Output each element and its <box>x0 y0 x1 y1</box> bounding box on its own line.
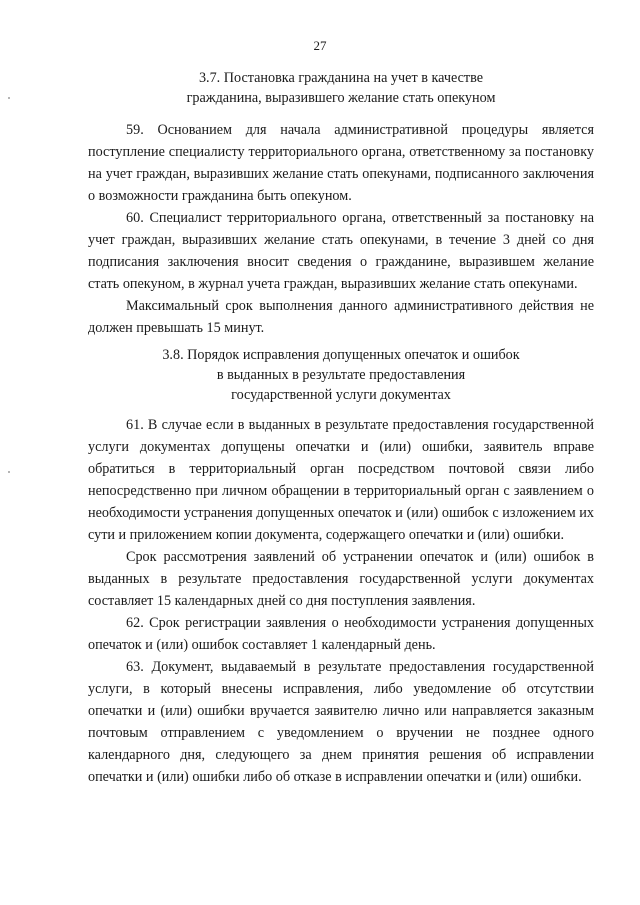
section-3-7-body <box>88 119 594 339</box>
scan-speck <box>8 97 10 99</box>
paragraph-review-term: Срок рассмотрения заявлений об устранении опечаток и (или) ошибок в выданных в результате предоставления государственной услуги документах составляет 15 календарных дней со дня поступления заявления. <box>88 549 594 609</box>
scan-speck <box>8 471 10 473</box>
paragraph-61: 61. В случае если в выданных в результате предоставления государственной услуги документах допущены опечатки и (или) ошибки, заявитель вправе обратиться в территориальный орган посредством почтовой связи либо непосредственно при личном обращении в территориальный орган с заявлением о необходимости устранения допущенных опечаток и (или) ошибок с изложением их сути и приложением копии документа, содержащего опечатки и (или) ошибки. <box>88 417 594 543</box>
heading-line: 3.7. Постановка гражданина на учет в качестве <box>198 70 484 86</box>
paragraph-63: 63. Документ, выдаваемый в результате предоставления государственной услуги, в который внесены исправления, либо уведомление об отсутствии опечатки и (или) ошибки вручается заявителю лично или направляется заказным почтовым отправлением с уведомлением о вручении не позднее одного календарного дня, следующего за днем принятия решения об исправлении опечатки и (или) ошибки либо об отказе в исправлении опечатки и (или) ошибки. <box>88 659 594 785</box>
paragraph-59: 59. Основанием для начала административной процедуры является поступление специалисту территориального органа, ответственному за постановку на учет граждан, выразивших желание стать опекунами, подписанного заключения о возможности гражданина быть опекуном. <box>88 122 594 204</box>
page-number: 27 <box>313 38 327 53</box>
heading-line: 3.8. Порядок исправления допущенных опечаток и ошибок <box>162 347 520 363</box>
heading-line: гражданина, выразившего желание стать опекуном <box>186 90 496 106</box>
section-3-7-heading <box>88 68 594 108</box>
section-3-8-heading <box>88 345 594 405</box>
paragraph-62: 62. Срок регистрации заявления о необходимости устранения допущенных опечаток и (или) ошибок составляет 1 календарный день. <box>88 615 594 653</box>
paragraph-60: 60. Специалист территориального органа, ответственный за постановку на учет граждан, выразивших желание стать опекунами, в течение 3 дней со дня подписания заключения вносит сведения о гражданине, выразившем желание стать опекуном, в журнал учета граждан, выразивших желание стать опекунами. <box>88 210 594 292</box>
heading-line: в выданных в результате предоставления <box>216 367 466 383</box>
section-3-8-body <box>88 414 594 788</box>
heading-line: государственной услуги документах <box>231 387 451 403</box>
paragraph-max-duration: Максимальный срок выполнения данного административного действия не должен превышать 15 минут. <box>88 298 594 336</box>
